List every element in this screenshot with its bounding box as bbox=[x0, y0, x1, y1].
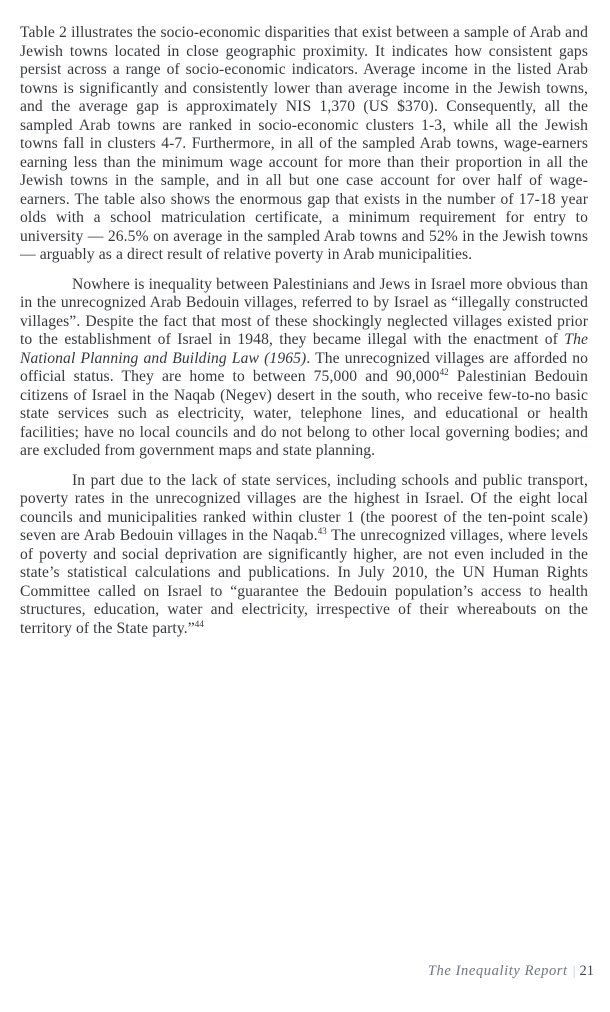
footer-separator: | bbox=[572, 964, 576, 979]
paragraph-2-text-b: . The unrecognized villages are afforded no official status. They are home to between 75,000 and 90,000 bbox=[20, 349, 589, 385]
footnote-ref-44: 44 bbox=[194, 618, 204, 629]
paragraph-1-text: Table 2 illustrates the socio-economic disparities that exist between a sample of Arab and Jewish towns located in close geographic proximity. It indicates how consistent gaps persist across a range of socio-economic indicators. Average income in the listed Arab towns is significantly and consistently lower than average income in the Jewish towns, and the average gap is approximately NIS 1,370 (US $370). Consequently, all the sampled Arab towns are ranked in socio-economic clusters 1-3, while all the Jewish towns fall in clusters 4-7. Furthermore, in all of the sampled Arab towns, wage-earners earning less than the minimum wage account for more than their proportion in all the Jewish towns in the sample, and in all but one case account for over half of wage-earners. The table also shows the enormous gap that exists in the number of 17-18 year olds with a school matriculation certificate, a minimum requirement for entry to university — 26.5% on average in the sampled Arab towns and 52% in the Jewish towns — arguably as a direct result of relative poverty in Arab municipalities. bbox=[20, 24, 588, 263]
paragraph-3 bbox=[20, 472, 588, 639]
page-number: 21 bbox=[579, 963, 594, 979]
paragraph-2 bbox=[20, 276, 588, 461]
report-title: The Inequality Report bbox=[427, 963, 568, 979]
page-footer bbox=[428, 963, 594, 980]
law-title-italic: The National Planning and Building Law (1965) bbox=[20, 331, 588, 367]
paragraph-3-text-a: In part due to the lack of state services, including schools and public transport, poverty rates in the unrecognized villages are the highest in Israel. Of the eight local councils and municipalities ranked within cluster 1 (the poorest of the ten-point scale) seven are Arab Bedouin villages in the Naqab. bbox=[20, 471, 588, 544]
paragraph-2-text-c: Palestinian Bedouin citizens of Israel in the Naqab (Negev) desert in the south, who receive few-to-no basic state services such as electricity, water, telephone lines, and educational or health facilities; have no local councils and do not belong to other local governing bodies; and are excluded from government maps and state planning. bbox=[20, 368, 588, 459]
footnote-ref-43: 43 bbox=[317, 525, 327, 536]
paragraph-2-text-a: Nowhere is inequality between Palestinians and Jews in Israel more obvious than in the unrecognized Arab Bedouin villages, referred to by Israel as “illegally constructed villages”. Despite the fact that most of these shockingly neglected villages existed prior to the establishment of Israel in 1948, they became illegal with the enactment of bbox=[20, 275, 588, 348]
paragraph-3-text-b: The unrecognized villages, where levels of poverty and social deprivation are significantly higher, are not even included in the state’s statistical calculations and publications. In July 2010, the UN Human Rights Committee called on Israel to “guarantee the Bedouin population’s access to health structures, education, water and electricity, irrespective of their whereabouts on the territory of the State party.” bbox=[20, 527, 589, 637]
paragraph-1 bbox=[20, 24, 588, 265]
footnote-ref-42: 42 bbox=[439, 366, 449, 377]
